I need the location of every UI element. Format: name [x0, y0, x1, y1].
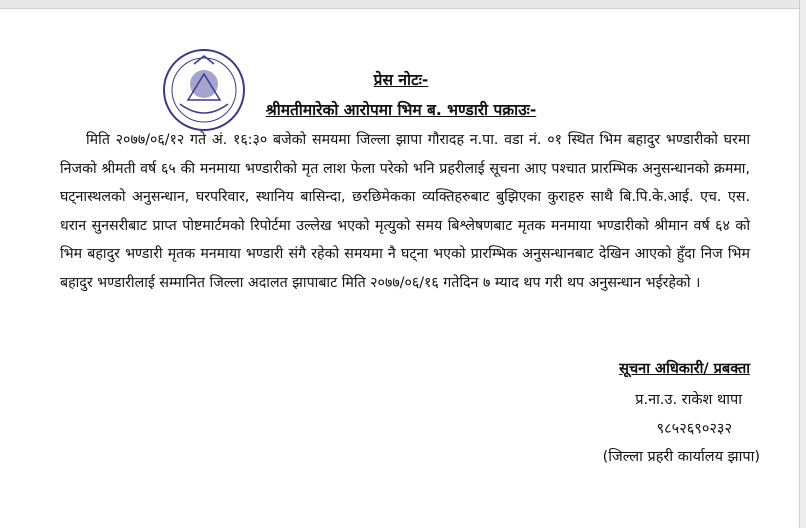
page-subtitle: श्रीमतीमारेको आरोपमा भिम ब. भण्डारी पक्राउः- — [265, 101, 537, 119]
signature-name: प्र.ना.उ. राकेश थापा — [635, 392, 742, 408]
page-title: प्रेस नोटः- — [373, 71, 429, 89]
signature-title: सूचना अधिकारी/ प्रबक्ता — [619, 361, 750, 377]
signature-phone: ९८५२६९०२३२ — [656, 421, 732, 437]
signature-office: (जिल्ला प्रहरी कार्यालय झापा) — [602, 449, 760, 465]
right-border — [799, 0, 806, 528]
body-paragraph: मिति २०७७/०६/१२ गते अं. १६:३० बजेको समयमा जिल्ला झापा गौरादह न.पा. वडा नं. ०१ स्थित भिम बहादुर भण्डारीको घरमा निजको श्रीमती वर्ष ६५ की मनमाया भण्डारीको मृत लाश फेला परेको भनि प्रहरीलाई सूचना आए पश्चात प्रारम्भिक अनुसन्धानको क्रममा, घट्नास्थलको अनुसन्धान, घरपरिवार, स्थानिय बासिन्दा, छरछिमेकका व्यक्तिहरुबाट बुझिएका कुराहरु साथै बि.पि.के.आई. एच. एस. धरान सुनसरीबाट प्राप्त पोष्टमार्टमको रिपोर्टमा उल्लेख भएको मृत्युको समय बिश्लेषणबाट मृतक मनमाया भण्डारीको श्रीमान वर्ष ६४ को भिम बहादुर भण्डारी मृतक मनमाया भण्डारी संगै रहेको समयमा नै घट्ना भएको प्रारम्भिक अनुसन्धानबाट देखिन आएको हुँदा निज भिम बहादुर भण्डारीलाई सम्मानित जिल्ला अदालत झापाबाट मिति २०७७/०६/१६ गतेदिन ७ म्याद थप गरी थप अनुसन्धान भईरहेको । — [60, 132, 750, 291]
police-seal-icon — [158, 44, 250, 136]
top-border — [0, 0, 806, 9]
